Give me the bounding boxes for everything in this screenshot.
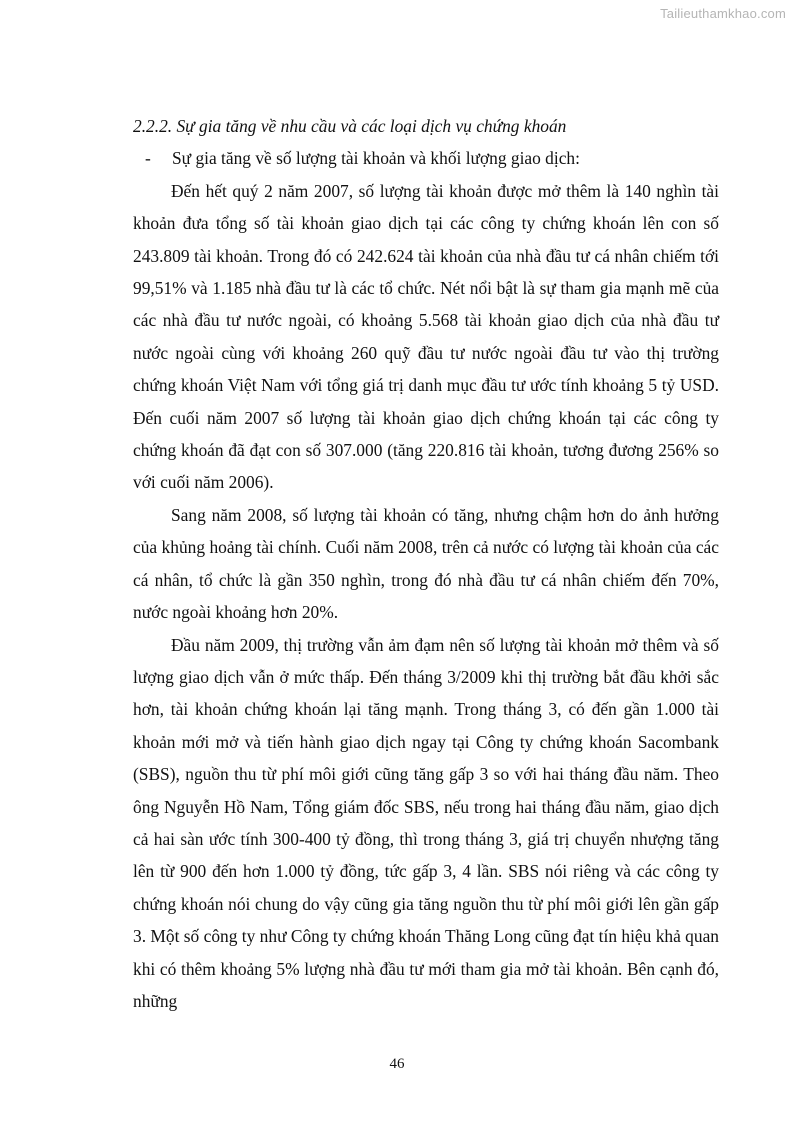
paragraph-2: Sang năm 2008, số lượng tài khoản có tăng, nhưng chậm hơn do ảnh hưởng của khủng hoảng tài chính. Cuối năm 2008, trên cả nước có lượng tài khoản của các cá nhân, tổ chức là gần 350 nghìn, trong đó nhà đầu tư cá nhân chiếm đến 70%, nước ngoài khoảng hơn 20%. bbox=[133, 504, 719, 623]
paragraph-3: Đầu năm 2009, thị trường vẫn ảm đạm nên số lượng tài khoản mở thêm và số lượng giao dịch vẫn ở mức thấp. Đến tháng 3/2009 khi thị trường bắt đầu khởi sắc hơn, tài khoản chứng khoán lại tăng mạnh. Trong tháng 3, có đến gần 1.000 tài khoản mới mở và tiến hành giao dịch ngay tại Công ty chứng khoán Sacombank (SBS), nguồn thu từ phí môi giới cũng tăng gấp 3 so với hai tháng đầu năm. Theo ông Nguyễn Hồ Nam, Tổng giám đốc SBS, nếu trong hai tháng đầu năm, giao dịch cả hai sàn ước tính 300-400 tỷ đồng, thì trong tháng 3, giá trị chuyển nhượng tăng lên từ 900 đến hơn 1.000 tỷ đồng, tức gấp 3, 4 lần. SBS nói riêng và các công ty chứng khoán nói chung do vậy cũng gia tăng nguồn thu từ phí môi giới lên gần gấp 3. Một số công ty như Công ty chứng khoán Thăng Long cũng đạt tín hiệu khả quan khi có thêm khoảng 5% lượng nhà đầu tư mới tham gia mở tài khoản. Bên cạnh đó, những bbox=[133, 634, 719, 1011]
document-body bbox=[133, 110, 719, 1017]
section-heading: 2.2.2. Sự gia tăng về nhu cầu và các loại dịch vụ chứng khoán bbox=[133, 116, 567, 136]
bullet-dash: - bbox=[145, 148, 151, 169]
bullet-item bbox=[133, 142, 719, 174]
paragraph-1: Đến hết quý 2 năm 2007, số lượng tài khoản được mở thêm là 140 nghìn tài khoản đưa tổng số tài khoản giao dịch tại các công ty chứng khoán lên con số 243.809 tài khoản. Trong đó có 242.624 tài khoản của nhà đầu tư cá nhân chiếm tới 99,51% và 1.185 nhà đầu tư là các tổ chức. Nét nổi bật là sự tham gia mạnh mẽ của các nhà đầu tư nước ngoài, có khoảng 5.568 tài khoản giao dịch của nhà đầu tư nước ngoài cùng với khoảng 260 quỹ đầu tư nước ngoài đầu tư vào thị trường chứng khoán Việt Nam với tổng giá trị danh mục đầu tư ước tính khoảng 5 tỷ USD. Đến cuối năm 2007 số lượng tài khoản giao dịch chứng khoán tại các công ty chứng khoán đã đạt con số 307.000 (tăng 220.816 tài khoản, tương đương 256% so với cuối năm 2006). bbox=[133, 180, 719, 493]
page-number: 46 bbox=[389, 1056, 405, 1072]
bullet-text: Sự gia tăng về số lượng tài khoản và khối lượng giao dịch: bbox=[172, 148, 580, 169]
watermark-text: Tailieuthamkhao.com bbox=[660, 6, 786, 21]
